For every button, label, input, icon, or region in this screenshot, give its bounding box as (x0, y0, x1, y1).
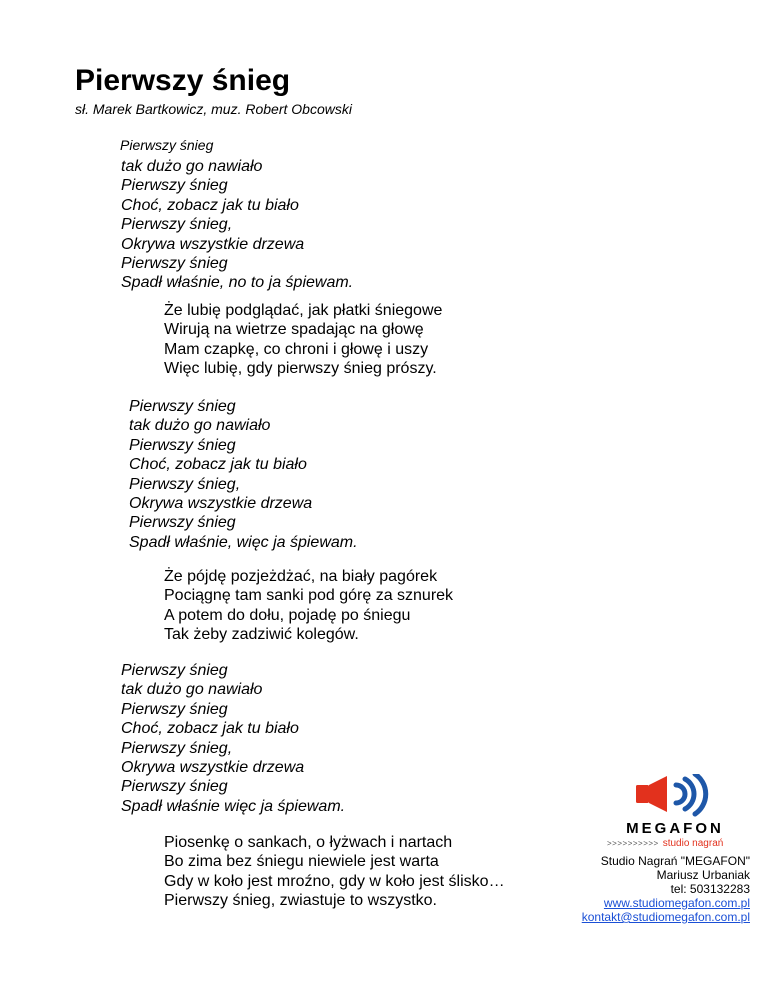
chorus-1 (121, 137, 353, 293)
logo-arrows: >>>>>>>>>> (607, 839, 659, 848)
lyric-line: tak dużo go nawiało (121, 158, 263, 175)
logo-tagline-text: studio nagrań (662, 838, 724, 849)
verse-1 (164, 301, 442, 379)
lyric-line: A potem do dołu, pojadę po śniegu (164, 606, 411, 624)
studio-name: Studio Nagrań "MEGAFON" (600, 854, 750, 868)
lyric-line: Pierwszy śnieg, (121, 216, 233, 234)
lyric-line: Pierwszy śnieg (129, 436, 236, 454)
lyric-line: Wirują na wietrze spadając na głowę (164, 321, 424, 339)
lyric-line: Spadł właśnie, więc ja śpiewam. (129, 533, 358, 551)
lyric-line: Pociągnę tam sanki pod górę za sznurek (164, 587, 454, 605)
logo-name: MEGAFON (626, 820, 724, 837)
lyric-line: Pierwszy śnieg (121, 255, 228, 273)
lyric-line: Pierwszy śnieg (121, 700, 228, 718)
speaker-cone (649, 776, 667, 812)
speaker-body (636, 785, 649, 803)
lyric-line: Bo zima bez śniegu niewiele jest warta (164, 853, 439, 871)
lyric-line: Tak żeby zadziwić kolegów. (164, 626, 359, 644)
lyric-line: tak dużo go nawiało (121, 681, 263, 699)
chorus-3 (121, 661, 345, 816)
verse-3 (164, 833, 505, 911)
contact-info (582, 854, 750, 924)
lyric-line: Pierwszy śnieg, (129, 475, 241, 493)
lyric-line: Pierwszy śnieg (121, 778, 228, 796)
lyric-line: Że pójdę pozjeżdżać, na biały pagórek (164, 568, 438, 585)
verse-2 (164, 567, 453, 645)
lyric-line: Pierwszy śnieg (121, 177, 228, 195)
email-link[interactable]: kontakt@studiomegafon.com.pl (581, 910, 750, 924)
lyric-line: Okrywa wszystkie drzewa (121, 235, 305, 253)
logo-tagline (607, 838, 723, 850)
lyric-line: Pierwszy śnieg, zwiastuje to wszystko. (164, 892, 437, 910)
sound-wave-large (695, 774, 706, 814)
contact-person: Mariusz Urbaniak (656, 868, 750, 882)
lyric-line: Okrywa wszystkie drzewa (129, 495, 313, 513)
lyric-line: Pierwszy śnieg, (121, 739, 233, 757)
lyric-line: Choć, zobacz jak tu biało (121, 196, 299, 214)
lyric-line: Pierwszy śnieg (120, 137, 214, 153)
lyric-line: Pierwszy śnieg (121, 662, 228, 679)
lyric-line: Okrywa wszystkie drzewa (121, 759, 305, 777)
chorus-2 (129, 397, 358, 552)
lyric-line: Mam czapkę, co chroni i głowę i uszy (164, 340, 429, 358)
lyric-line: Spadł właśnie więc ja śpiewam. (121, 797, 346, 815)
lyric-line: Więc lubię, gdy pierwszy śnieg prószy. (164, 360, 437, 378)
song-credits: sł. Marek Bartkowicz, muz. Robert Obcowski (75, 101, 352, 117)
song-title: Pierwszy śnieg (75, 64, 291, 97)
lyric-line: Pierwszy śnieg (129, 514, 236, 532)
contact-phone: tel: 503132283 (670, 882, 750, 896)
lyric-line: tak dużo go nawiało (129, 417, 271, 435)
website-link[interactable]: www.studiomegafon.com.pl (603, 896, 750, 910)
lyric-line: Choć, zobacz jak tu biało (121, 720, 299, 738)
lyric-line: Gdy w koło jest mroźno, gdy w koło jest ślisko… (164, 872, 505, 890)
lyric-line: Spadł właśnie, no to ja śpiewam. (121, 274, 354, 292)
sound-wave-small (676, 785, 685, 803)
lyric-line: Pierwszy śnieg (129, 398, 236, 415)
lyric-line: Że lubię podglądać, jak płatki śniegowe (164, 302, 443, 319)
lyric-line: Choć, zobacz jak tu biało (129, 456, 307, 474)
lyric-line: Piosenkę o sankach, o łyżwach i nartach (164, 834, 453, 851)
